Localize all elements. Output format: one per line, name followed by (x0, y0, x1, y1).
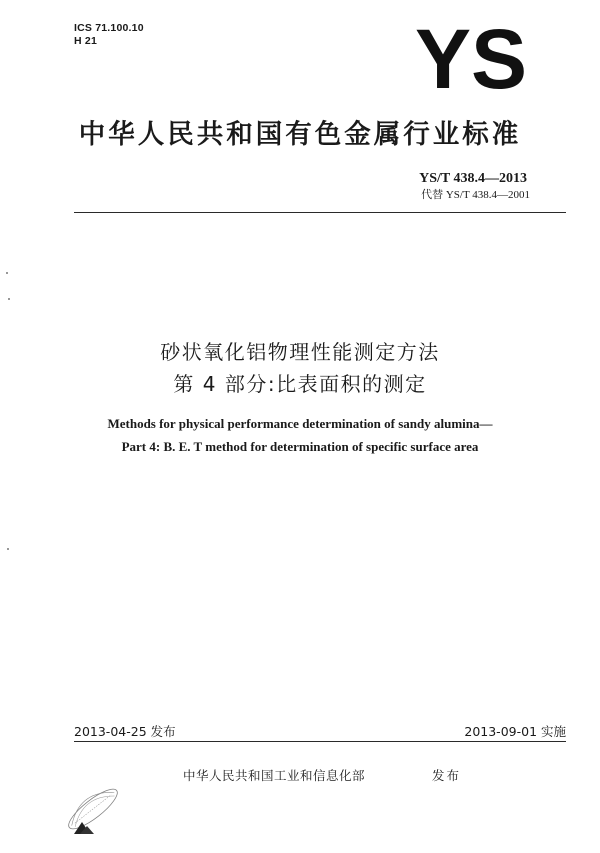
ics-code: ICS 71.100.10 (74, 22, 144, 34)
chinese-title-line1: 砂状氧化铝物理性能测定方法 (160, 340, 440, 364)
english-title-line1: Methods for physical performance determination of sandy alumina— (107, 416, 493, 431)
publisher-name: 中华人民共和国工业和信息化部 (183, 768, 366, 783)
publish-label: 发布 (432, 768, 462, 783)
standard-category-title: 中华人民共和国有色金属行业标准 (78, 119, 522, 150)
top-divider (74, 212, 566, 213)
library-stamp (60, 776, 126, 842)
svg-text:YS: YS (414, 22, 528, 96)
chinese-title-line2: 第 4 部分:比表面积的测定 (173, 372, 427, 396)
bottom-divider (74, 741, 566, 742)
implementation-date: 2013-09-01 实施 (464, 724, 566, 739)
replaces-standard: 代替 YS/T 438.4—2001 (421, 189, 530, 201)
ys-logo (412, 22, 530, 96)
standard-code-block (419, 170, 530, 202)
scan-speck (8, 298, 10, 300)
standard-number: YS/T 438.4—2013 (419, 171, 527, 186)
ics-classification (74, 22, 144, 48)
scan-speck (6, 272, 8, 274)
english-title-line2: Part 4: B. E. T method for determination of specific surface area (121, 439, 479, 454)
scan-speck (7, 548, 9, 550)
ccs-code: H 21 (74, 35, 97, 47)
issue-date: 2013-04-25 发布 (74, 724, 176, 739)
